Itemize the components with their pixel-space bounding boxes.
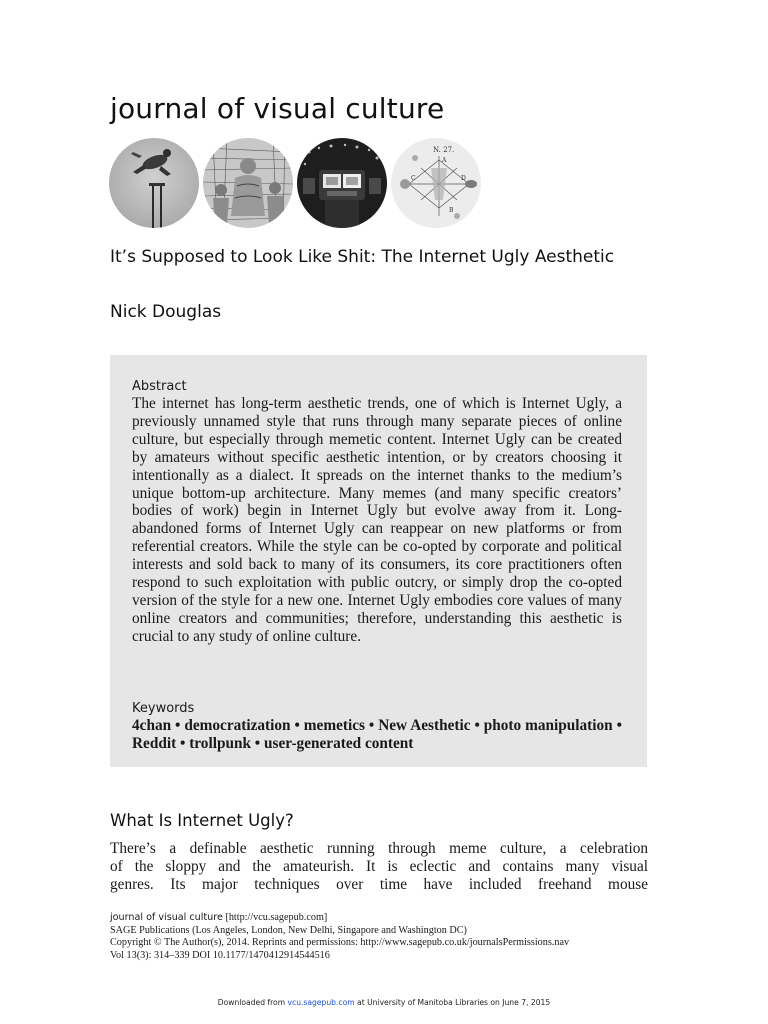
point-d-label: D — [461, 175, 466, 182]
download-note — [0, 998, 768, 1007]
point-a-label: A — [442, 157, 447, 164]
hurdler-photo — [109, 138, 199, 228]
download-prefix: Downloaded from — [217, 998, 288, 1007]
keywords-text: 4chan • democratization • memetics • New Aesthetic • photo manipulation • Reddit • trollpunk • user-generated content — [132, 717, 622, 752]
section-heading: What Is Internet Ugly? — [110, 811, 294, 830]
citation-line: Vol 13(3): 314–339 DOI 10.1177/1470412914544516 — [110, 949, 330, 961]
article-title: It’s Supposed to Look Like Shit: The Internet Ugly Aesthetic — [110, 247, 615, 267]
body-line: of the sloppy and the amateurish. It is eclectic and contains many visual — [110, 858, 648, 875]
abstract-box — [110, 355, 647, 767]
point-c-label: C — [411, 175, 416, 182]
download-suffix: at University of Manitoba Libraries on June 7, 2015 — [354, 998, 551, 1007]
download-source-link[interactable]: vcu.sagepub.com — [287, 998, 355, 1007]
engraving-figures — [203, 138, 293, 228]
publication-info — [110, 912, 655, 962]
body-line: genres. Its major techniques over time have included freehand mouse — [110, 876, 648, 893]
copyright-line: Copyright © The Author(s), 2014. Reprints and permissions: http://www.sagepub.co.uk/journalsPermissions.nav — [110, 937, 570, 949]
author-name: Nick Douglas — [110, 302, 222, 322]
keywords-heading: Keywords — [132, 701, 195, 716]
journal-title: journal of visual culture — [110, 92, 445, 125]
footer-journal-name: journal of visual culture — [110, 912, 223, 923]
optics-diagram — [391, 138, 481, 228]
publisher-line: SAGE Publications (Los Angeles, London, New Delhi, Singapore and Washington DC) — [110, 924, 467, 936]
figure-label: N. 27. — [433, 146, 455, 154]
body-line: There’s a definable aesthetic running through meme culture, a celebration — [110, 840, 648, 857]
abstract-heading: Abstract — [132, 379, 187, 394]
body-paragraph — [110, 840, 648, 896]
journal-info-line — [110, 912, 655, 925]
footer-journal-url: [http://vcu.sagepub.com] — [225, 912, 328, 923]
television-screens — [297, 138, 387, 228]
point-b-label: B — [449, 207, 454, 214]
abstract-text: The internet has long-term aesthetic trends, one of which is Internet Ugly, a previously unnamed style that runs through many separate pieces of online culture, but especially through memetic content. Internet Ugly can be created by amateurs without specific aesthetic intention, or by creators choosing it intentionally as a dialect. It spreads on the internet thanks to the medium’s unique bottom-up architecture. Many memes (and many specific creators’ bodies of work) begin in Internet Ugly but evolve away from it. Long-abandoned forms of Internet Ugly can reappear on new platforms or from referential creators. While the style can be co-opted by corporate and political interests and sold back to many of its consumers, its core practitioners often respond to such exploitation with public outcry, or simply drop the co-opted version of the style for a new one. Internet Ugly embodies core values of many online creators and communities; therefore, understanding this aesthetic is crucial to any study of online culture. — [132, 395, 622, 645]
cover-image-strip — [109, 138, 481, 228]
